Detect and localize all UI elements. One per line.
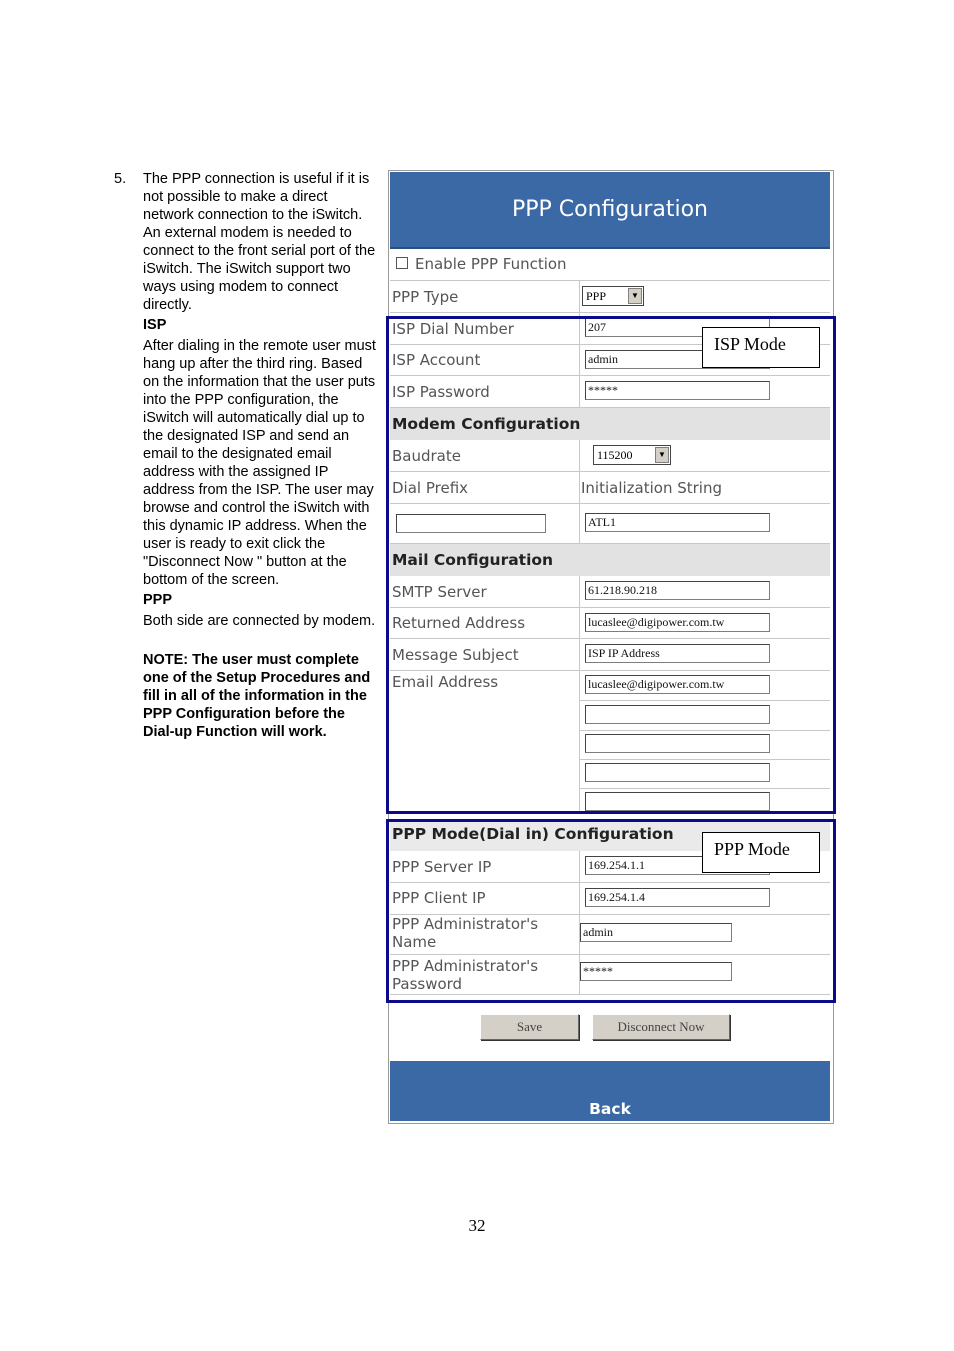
client-ip-label: PPP Client IP	[392, 889, 486, 907]
chevron-down-icon: ▼	[628, 288, 642, 304]
isp-heading: ISP	[143, 317, 167, 333]
disconnect-now-button[interactable]: Disconnect Now	[592, 1014, 730, 1040]
isp-paragraph: After dialing in the remote user must hang up after the third ring. Based on the information that the user puts into the PPP configuration, the iSwitch will automatically dial up to the designated ISP and send an email to the designated email address with the assigned IP address from the ISP. The user may browse and control the iSwitch with this dynamic IP address. When the user is ready to exit click the "Disconnect Now " button at the bottom of the screen.	[143, 338, 376, 588]
returned-address-input[interactable]: lucaslee@digipower.com.tw	[585, 613, 770, 632]
isp-account-label: ISP Account	[392, 351, 481, 369]
baudrate-select[interactable]: 115200 ▼	[593, 445, 671, 465]
admin-name-label: PPP Administrator's Name	[392, 915, 539, 951]
client-ip-input[interactable]: 169.254.1.4	[585, 888, 770, 907]
smtp-input[interactable]: 61.218.90.218	[585, 581, 770, 600]
dial-prefix-label: Dial Prefix	[392, 479, 469, 497]
enable-ppp-checkbox[interactable]	[396, 257, 408, 269]
returned-address-label: Returned Address	[392, 614, 526, 632]
save-button[interactable]: Save	[480, 1014, 579, 1040]
isp-account-input[interactable]: admin	[585, 350, 770, 369]
init-string-input[interactable]: ATL1	[585, 513, 770, 532]
ppp-mode-section-header: PPP Mode(Dial in) Configuration	[390, 821, 830, 851]
back-link[interactable]: Back	[589, 1100, 631, 1118]
instruction-text	[114, 170, 380, 741]
admin-password-input[interactable]: *****	[580, 962, 732, 981]
enable-label: Enable PPP Function	[415, 255, 567, 273]
baudrate-label: Baudrate	[392, 447, 461, 465]
ppp-type-row	[390, 281, 830, 313]
page-title: PPP Configuration	[390, 172, 830, 249]
modem-section-header: Modem Configuration	[390, 408, 830, 440]
server-ip-input[interactable]: 169.254.1.1	[585, 856, 770, 875]
admin-password-label: PPP Administrator's Password	[392, 957, 539, 993]
ppp-mode-callout: PPP Mode	[702, 832, 820, 873]
intro-paragraph: The PPP connection is useful if it is not possible to make a direct network connection to the iSwitch. An external modem is needed to connect to the front serial port of the iSwitch. The iSwitch support two ways using modem to connect directly.	[143, 171, 376, 313]
isp-dial-label: ISP Dial Number	[392, 320, 514, 338]
mail-section-header: Mail Configuration	[390, 544, 830, 576]
server-ip-label: PPP Server IP	[392, 858, 492, 876]
init-string-label: Initialization String	[581, 479, 723, 497]
isp-dial-input[interactable]: 207	[585, 318, 770, 337]
admin-name-input[interactable]: admin	[580, 923, 732, 942]
ppp-paragraph: Both side are connected by modem.	[143, 613, 376, 629]
enable-row	[390, 250, 830, 281]
message-subject-input[interactable]: ISP IP Address	[585, 644, 770, 663]
isp-mode-callout: ISP Mode	[702, 327, 820, 368]
isp-password-input[interactable]: *****	[585, 381, 770, 400]
back-bar	[390, 1061, 830, 1121]
step-body	[143, 170, 380, 741]
email-address-input[interactable]: lucaslee@digipower.com.tw	[585, 675, 770, 694]
isp-mode-frame	[386, 316, 836, 814]
step-number: 5.	[114, 171, 127, 187]
note-paragraph: NOTE: The user must complete one of the Setup Procedures and fill in all of the information in the PPP Configuration before the Dial-up Function will work.	[143, 652, 371, 740]
ppp-heading: PPP	[143, 592, 173, 608]
page-number: 32	[468, 1216, 486, 1235]
isp-password-label: ISP Password	[392, 383, 490, 401]
ppp-type-select[interactable]: PPP ▼	[582, 286, 644, 306]
chevron-down-icon: ▼	[655, 447, 669, 463]
email-address-label: Email Address	[392, 673, 499, 691]
ppp-type-label: PPP Type	[392, 288, 459, 306]
message-subject-label: Message Subject	[392, 646, 519, 664]
smtp-label: SMTP Server	[392, 583, 487, 601]
